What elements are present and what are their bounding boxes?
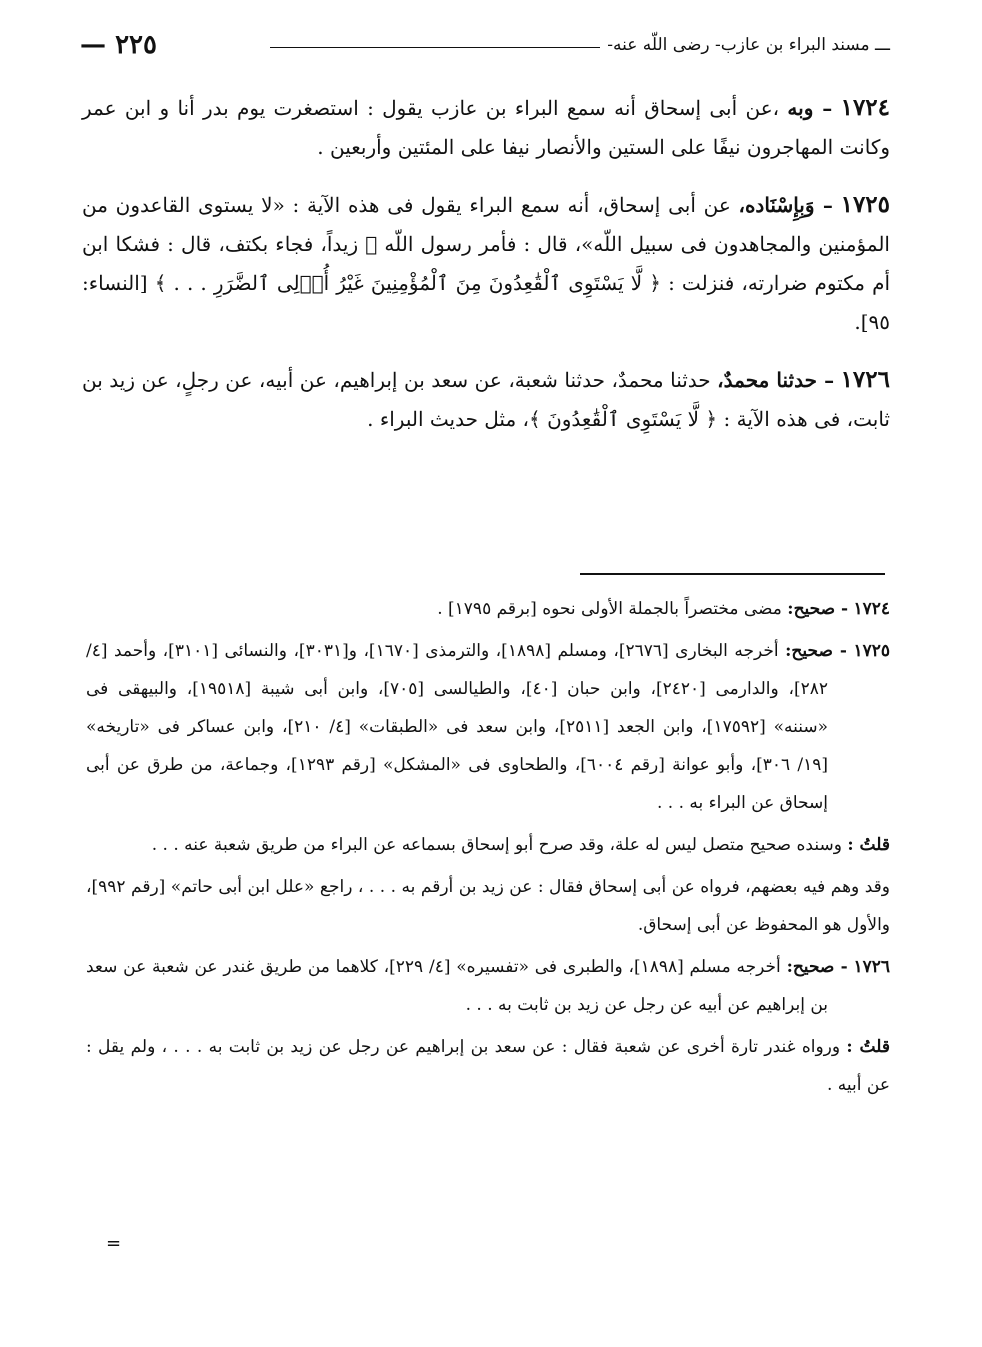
hadith-number: ١٧٢٥ <box>840 191 891 218</box>
footnote-comment <box>86 826 890 864</box>
hadith-text: عن أبى إسحاق، أنه سمع البراء يقول فى هذه الآية : «لا يستوى القاعدون من المؤمنين والمجاهدون فى سبيل اللّه»، قال : فأمر رسول اللّه ﷺ زيداً، فجاء بكتف، قال : فشكا ابن أم مكتوم ضرارته، فنزلت : <box>82 193 891 295</box>
footnote-text: مضى مختصراً بالجملة الأولى نحوه [برقم ١٧٩٥] . <box>437 599 782 619</box>
hadith-lead: – وبه <box>787 96 833 120</box>
footnote-number: ١٧٢٤ <box>853 599 890 619</box>
hadith-number: ١٧٢٦ <box>840 366 890 393</box>
hadith-text: ،عن أبى إسحاق أنه سمع البراء بن عازب يقول : استصغرت يوم بدر أنا و ابن عمر وكانت المهاجرون نيفًا على الستين والأنصار نيفا على المئتين وأربعين . <box>82 96 890 159</box>
hadith-lead: – وَبِإِسْنَاده، <box>738 193 833 217</box>
footnote-text: أخرجه مسلم [١٨٩٨]، والطبرى فى «تفسيره» [٤/ ٢٢٩]، كلاهما من طريق غندر عن شعبة عن سعد بن إبراهيم عن أبيه عن رجل عن زيد بن ثابت به . . . <box>86 957 828 1015</box>
hadith-1724 <box>82 88 890 167</box>
hadith-lead: – حدثنا محمدٌ، <box>717 368 835 392</box>
footnote-grade: - صحيح: <box>787 599 849 619</box>
footnote-grade: - صحيح: <box>786 957 848 977</box>
footnote-1724 <box>86 590 890 628</box>
header-rule <box>270 47 600 48</box>
footnote-number: ١٧٢٥ <box>853 641 890 661</box>
hadith-1725 <box>82 185 890 342</box>
hadith-number: ١٧٢٤ <box>840 94 891 121</box>
footnote-grade: - صحيح: <box>785 641 847 661</box>
footnote-comment <box>86 1028 890 1104</box>
footnotes <box>86 590 890 1108</box>
verse-reference: [النساء: ٩٥]. <box>82 271 890 334</box>
hadith-text: حدثنا محمدٌ، حدثنا شعبة، عن سعد بن إبراهيم، عن أبيه، عن رجلٍ، عن زيد بن ثابت، فى هذه الآية : <box>82 368 890 431</box>
qult-label: قلتُ : <box>846 1037 890 1057</box>
hadith-text-end: مثل حديث البراء . <box>367 407 517 431</box>
hadith-1726 <box>82 360 890 439</box>
footnote-separator <box>580 573 885 575</box>
page-number: ٢٢٥ — <box>80 30 157 60</box>
continuation-mark: = <box>106 1233 122 1254</box>
main-text <box>82 88 890 457</box>
qult-label: قلتُ : <box>847 835 890 855</box>
footnote-comment <box>86 868 890 944</box>
footnote-1725 <box>86 632 890 822</box>
footnote-text: ورواه غندر تارة أخرى عن شعبة فقال : عن سعد بن إبراهيم عن رجل عن زيد بن ثابت به . . . ، ولم يقل : عن أبيه . <box>86 1037 890 1095</box>
quran-verse: ﴿ لَّا يَسْتَوِى ٱلْقَٰعِدُونَ ﴾، <box>522 407 718 431</box>
running-title: ـــ مسند البراء بن عازب- رضى اللّه عنه- <box>607 35 890 55</box>
footnote-number: ١٧٢٦ <box>853 957 891 977</box>
quran-verse: ﴿ لَّا يَسْتَوِى ٱلْقَٰعِدُونَ مِنَ ٱلْمُؤْمِنِينَ غَيْرُ أُو۟لِى ٱلضَّرَرِ . . . ﴾ <box>154 271 661 295</box>
footnote-text: وقد وهم فيه بعضهم، فرواه عن أبى إسحاق فقال : عن زيد بن أرقم به . . . ، راجع «علل ابن أبى حاتم» [رقم ٩٩٢]، والأول هو المحفوظ عن أبى إسحاق. <box>86 877 890 935</box>
footnote-text: وسنده صحيح متصل ليس له علة، وقد صرح أبو إسحاق بسماعه عن البراء من طريق شعبة عنه . . . <box>151 835 842 855</box>
footnote-1726 <box>86 948 890 1024</box>
footnote-text: أخرجه البخارى [٢٦٧٦]، ومسلم [١٨٩٨]، والترمذى [١٦٧٠]، و[٣٠٣١]، والنسائى [٣١٠١]، وأحمد [٤/ ٢٨٢]، والدارمى [٢٤٢٠]، وابن حبان [٤٠]، والطيالسى [٧٠٥]، وابن أبى شيبة [١٩٥١٨]، والبيهقى فى «سننه» [١٧٥٩٢]، وابن الجعد [٢٥١١]، وابن سعد فى «الطبقات» [٤/ ٢١٠]، وابن عساكر فى «تاريخه» [١٩/ ٣٠٦]، وأبو عوانة [رقم ٦٠٠٤]، والطحاوى فى «المشكل» [رقم ١٢٩٣]، وجماعة، من طرق عن أبى إسحاق عن البراء به . . . <box>86 641 829 813</box>
page-header <box>80 30 890 64</box>
